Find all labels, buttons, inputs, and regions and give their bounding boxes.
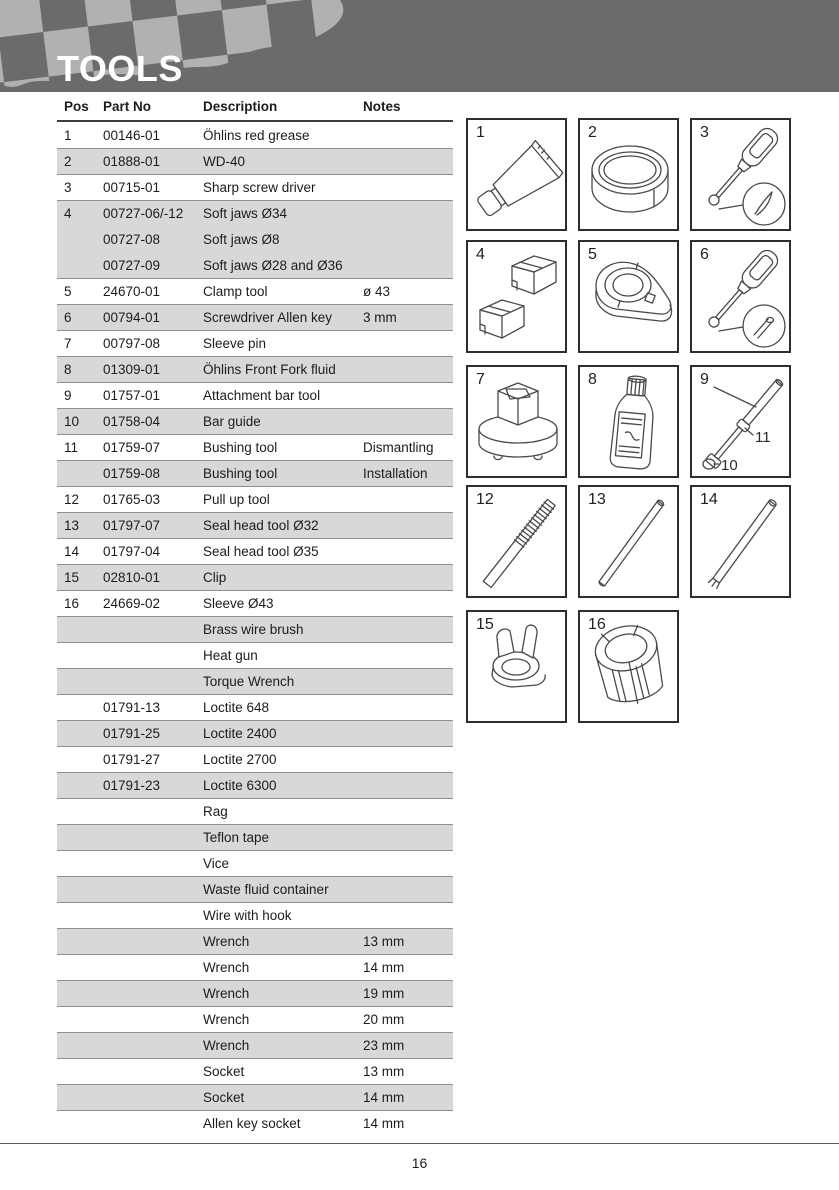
sleeve-pin-tool-illustration [468,367,569,480]
cell-part-no: 01797-07 [103,518,161,533]
figure-box-15 [466,610,567,723]
cell-part-no: 01758-04 [103,414,161,429]
figure-number: 15 [476,616,494,633]
cell-part-no: 00727-06/-12 [103,206,184,221]
cell-pos: 7 [64,336,72,351]
cell-part-no: 01888-01 [103,154,161,169]
fork-fluid-bottle-illustration [580,367,681,480]
cell-pos: 15 [64,570,80,585]
cell-part-no: 01759-07 [103,440,161,455]
figure-number: 5 [588,246,597,263]
cell-description: Teflon tape [203,830,270,845]
figure-box-5 [578,240,679,353]
figure-box-3 [690,118,791,231]
column-header-pos: Pos [64,99,89,114]
table-row [57,902,453,928]
table-row [57,356,453,382]
cell-description: Bushing tool [203,466,278,481]
figure-box-13 [578,485,679,598]
cell-description: Brass wire brush [203,622,304,637]
table-row [57,746,453,772]
figure-box-6 [690,240,791,353]
cell-pos: 12 [64,492,80,507]
cell-notes: 14 mm [363,960,405,975]
cell-notes: 20 mm [363,1012,405,1027]
cell-part-no: 01791-13 [103,700,161,715]
table-row [57,122,453,148]
figure-number: 6 [700,246,709,263]
cell-pos: 13 [64,518,80,533]
cell-pos: 16 [64,596,80,611]
page-header [0,0,839,92]
cell-pos: 1 [64,127,72,143]
cell-description: Waste fluid container [203,882,329,897]
cell-description: Clip [203,570,227,585]
cell-description: Wrench [203,986,250,1001]
tools-table-body [57,122,453,1136]
table-row [57,1058,453,1084]
cell-description: Loctite 648 [203,700,270,715]
cell-description: Wrench [203,934,250,949]
figure-box-8 [578,365,679,478]
column-header-part-no: Part No [103,99,152,114]
cell-notes: Installation [363,466,428,481]
cell-description: Clamp tool [203,284,268,299]
cell-description: Vice [203,856,230,871]
cell-part-no: 00797-08 [103,336,161,351]
column-header-notes: Notes [363,99,401,114]
cell-description: Öhlins Front Fork fluid [203,362,336,377]
table-row [57,850,453,876]
cell-pos: 5 [64,284,72,299]
table-row [57,564,453,590]
table-row [57,330,453,356]
notched-tube-illustration [692,487,793,600]
cell-description: Soft jaws Ø34 [203,206,288,221]
figure-number: 13 [588,491,606,508]
table-row [57,980,453,1006]
table-row [57,382,453,408]
figure-number: 4 [476,246,485,263]
table-row [57,824,453,850]
figure-number: 3 [700,124,709,141]
cell-part-no: 00794-01 [103,310,161,325]
figure-number: 1 [476,124,485,141]
cell-part-no: 24669-02 [103,596,161,611]
cell-description: Heat gun [203,648,258,663]
cell-description: Allen key socket [203,1116,301,1131]
cell-pos: 3 [64,180,72,195]
sharp-screwdriver-illustration [692,120,793,233]
cell-description: Wire with hook [203,908,292,923]
table-row [57,148,453,174]
cell-part-no: 01309-01 [103,362,161,377]
figure-number: 2 [588,124,597,141]
table-header-row [57,99,453,122]
page-title: TOOLS [57,48,183,89]
table-row [57,720,453,746]
cell-description: Rag [203,804,228,819]
clip-illustration [468,612,569,725]
table-row [57,1110,453,1136]
figure-box-7 [466,365,567,478]
table-row [57,1006,453,1032]
figure-number: 16 [588,616,606,633]
table-row [57,876,453,902]
svg-text:10: 10 [721,457,738,474]
cell-description: Attachment bar tool [203,388,321,403]
cell-part-no: 01757-01 [103,388,161,403]
figure-number: 8 [588,371,597,388]
cell-part-no: 00715-01 [103,180,161,195]
cell-part-no: 00727-09 [103,257,161,273]
cell-pos: 8 [64,362,72,377]
cell-description: Socket [203,1064,245,1079]
cell-notes: 3 mm [363,310,397,325]
cell-part-no: 00727-08 [103,231,161,247]
table-row [57,616,453,642]
cell-description: Wrench [203,960,250,975]
column-header-description: Description [203,99,278,114]
cell-notes: 14 mm [363,1116,405,1131]
cell-description: Soft jaws Ø8 [203,231,280,247]
cell-description: Soft jaws Ø28 and Ø36 [203,257,343,273]
page-number: 16 [411,1155,428,1171]
cell-pos: 14 [64,544,80,559]
cell-description: Screwdriver Allen key [203,310,333,325]
svg-text:11: 11 [755,429,771,446]
cell-pos: 2 [64,154,72,169]
table-row [57,642,453,668]
cell-pos: 6 [64,310,72,325]
table-row [57,304,453,330]
cell-pos: 4 [64,206,72,221]
cell-description: Loctite 2400 [203,726,277,741]
cell-part-no: 01791-27 [103,752,161,767]
cell-part-no: 01759-08 [103,466,161,481]
cell-notes: 19 mm [363,986,405,1001]
cell-description: Loctite 6300 [203,778,277,793]
cell-part-no: 00146-01 [103,127,161,143]
cell-notes: 14 mm [363,1090,405,1105]
cell-part-no: 02810-01 [103,570,161,585]
tools-table [57,99,453,1136]
cell-description: Öhlins red grease [203,127,310,143]
cell-description: Sleeve pin [203,336,267,351]
cell-description: Seal head tool Ø35 [203,544,319,559]
table-row [57,460,453,486]
tape-ring-illustration [580,120,681,233]
table-row [57,694,453,720]
cell-notes: Dismantling [363,440,434,455]
footer-divider [0,1143,839,1144]
table-row [57,174,453,200]
figure-number: 7 [476,371,485,388]
soft-jaws-illustration [468,242,569,355]
cell-description: Socket [203,1090,245,1105]
table-row [57,226,453,252]
allen-key-screwdriver-illustration [692,242,793,355]
figure-box-1 [466,118,567,231]
figure-number: 14 [700,491,718,508]
table-row [57,200,453,226]
cell-part-no: 24670-01 [103,284,161,299]
cell-description: Pull up tool [203,492,270,507]
cell-description: Bushing tool [203,440,278,455]
cell-pos: 9 [64,388,72,403]
cell-description: Wrench [203,1012,250,1027]
figure-number: 9 [700,371,709,388]
figure-box-14 [690,485,791,598]
slotted-sleeve-illustration [580,612,681,725]
cell-part-no: 01797-04 [103,544,161,559]
figure-box-4 [466,240,567,353]
cell-notes: 13 mm [363,1064,405,1079]
table-row [57,1084,453,1110]
cell-notes: ø 43 [363,284,391,299]
cell-description: Bar guide [203,414,261,429]
table-row [57,668,453,694]
cell-pos: 11 [64,440,79,455]
table-row [57,928,453,954]
cell-description: WD-40 [203,154,246,169]
table-row [57,538,453,564]
cell-pos: 10 [64,414,80,429]
clamp-tool-illustration [580,242,681,355]
cell-part-no: 01791-25 [103,726,161,741]
table-row [57,512,453,538]
figure-box-2 [578,118,679,231]
cell-description: Wrench [203,1038,250,1053]
cell-part-no: 01765-03 [103,492,161,507]
table-row [57,1032,453,1058]
cell-description: Loctite 2700 [203,752,277,767]
table-row [57,434,453,460]
grease-tube-illustration [468,120,569,233]
cell-description: Seal head tool Ø32 [203,518,319,533]
cell-part-no: 01791-23 [103,778,161,793]
cell-notes: 23 mm [363,1038,405,1053]
figure-box-16 [578,610,679,723]
attachment-bar-tool-illustration [692,367,793,480]
table-row [57,590,453,616]
table-row [57,408,453,434]
cell-notes: 13 mm [363,934,405,949]
figure-number: 12 [476,491,494,508]
seal-head-tube-illustration [580,487,681,600]
table-row [57,486,453,512]
figure-box-9 [690,365,791,478]
checkered-flag-decoration [0,0,370,92]
table-row [57,278,453,304]
cell-description: Torque Wrench [203,674,295,689]
table-row [57,954,453,980]
threaded-rod-illustration [468,487,569,600]
table-row [57,252,453,278]
cell-description: Sleeve Ø43 [203,596,274,611]
cell-description: Sharp screw driver [203,180,316,195]
table-row [57,772,453,798]
figure-box-12 [466,485,567,598]
table-row [57,798,453,824]
